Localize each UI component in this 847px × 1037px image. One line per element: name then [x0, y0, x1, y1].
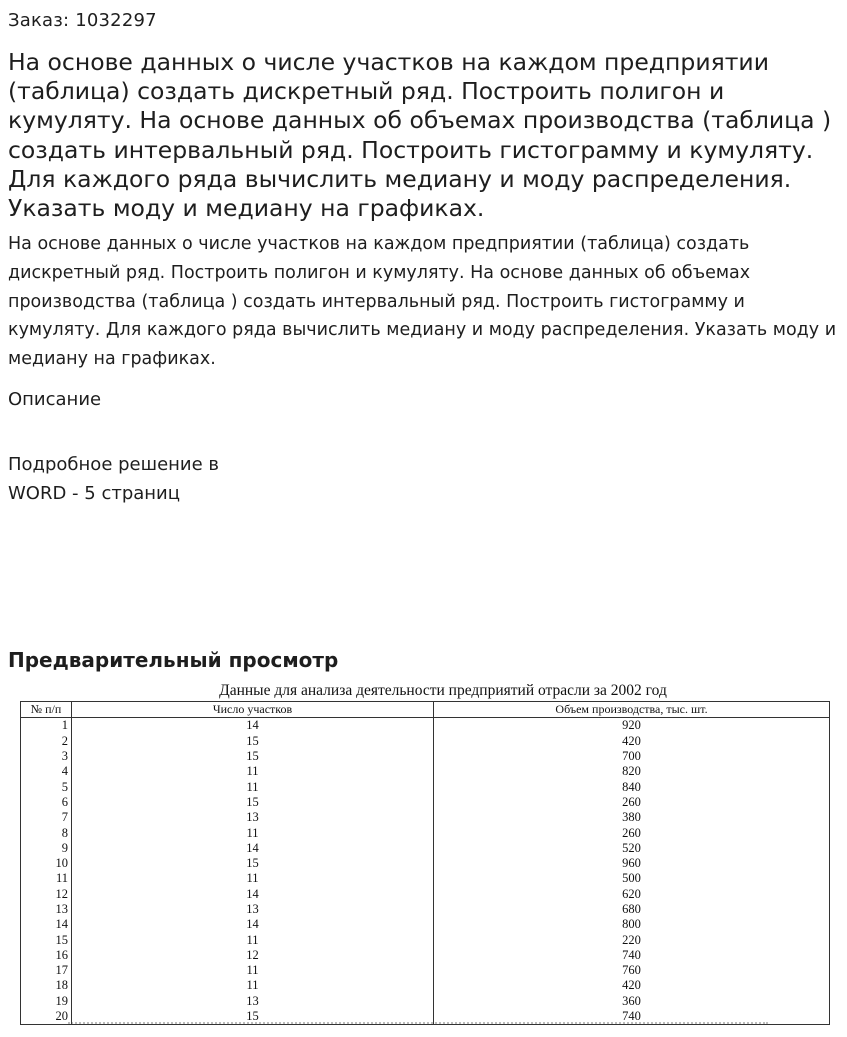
table-row [21, 932, 830, 947]
enterprise-data-table [20, 701, 830, 1025]
cell-number: 5 [21, 779, 72, 794]
task-heading: На основе данных о числе участков на каждом предприятии (таблица) создать дискретный ряд. Построить полигон и кумуляту. На основе данных об объемах производства (таблица ) создать интервальный ряд. Построить гистограмму и кумуляту. Для каждого ряда вычислить медиану и моду распределения. Указать моду и медиану на графиках. [8, 48, 832, 223]
cell-number: 2 [21, 734, 72, 749]
cell-volume: 220 [434, 932, 830, 947]
cell-sections: 14 [72, 718, 434, 734]
cell-volume: 800 [434, 917, 830, 932]
table-row [21, 963, 830, 978]
cell-volume: 620 [434, 887, 830, 902]
table-row [21, 994, 830, 1009]
cell-number: 20 [21, 1009, 72, 1025]
cell-sections: 15 [72, 749, 434, 764]
cell-volume: 820 [434, 764, 830, 779]
cell-number: 3 [21, 749, 72, 764]
cell-volume: 760 [434, 963, 830, 978]
cell-sections: 15 [72, 1009, 434, 1025]
cell-volume: 680 [434, 902, 830, 917]
cell-volume: 700 [434, 749, 830, 764]
cell-sections: 11 [72, 825, 434, 840]
cell-number: 17 [21, 963, 72, 978]
order-number: Заказ: 1032297 [8, 10, 157, 31]
cell-number: 7 [21, 810, 72, 825]
cell-volume: 360 [434, 994, 830, 1009]
cell-sections: 11 [72, 932, 434, 947]
table-row [21, 917, 830, 932]
cell-number: 9 [21, 841, 72, 856]
cell-number: 18 [21, 978, 72, 993]
table-row [21, 764, 830, 779]
cell-number: 8 [21, 825, 72, 840]
table-body [21, 718, 830, 1025]
task-description: На основе данных о числе участков на каждом предприятии (таблица) создать дискретный ряд. Построить полигон и кумуляту. На основе данных об объемах производства (таблица ) создать интервальный ряд. Построить гистограмму и кумуляту. Для каждого ряда вычислить медиану и моду распределения. Указать моду и медиану на графиках. [8, 234, 837, 370]
cell-volume: 420 [434, 734, 830, 749]
cell-volume: 260 [434, 825, 830, 840]
preview-image [8, 680, 838, 1037]
cell-sections: 11 [72, 963, 434, 978]
table-row [21, 810, 830, 825]
cell-number: 6 [21, 795, 72, 810]
column-header-volume: Объем производства, тыс. шт. [434, 702, 830, 718]
column-header-number: № п/п [21, 702, 72, 718]
table-row [21, 887, 830, 902]
cell-sections: 13 [72, 902, 434, 917]
cell-volume: 840 [434, 779, 830, 794]
preview-caption: Данные для анализа деятельности предприятий отрасли за 2002 год [219, 682, 667, 699]
table-row [21, 749, 830, 764]
cell-volume: 260 [434, 795, 830, 810]
cell-number: 12 [21, 887, 72, 902]
cell-number: 16 [21, 948, 72, 963]
cell-number: 1 [21, 718, 72, 734]
table-row [21, 902, 830, 917]
table-row [21, 795, 830, 810]
cell-number: 4 [21, 764, 72, 779]
cell-sections: 15 [72, 795, 434, 810]
cell-volume: 380 [434, 810, 830, 825]
cell-number: 11 [21, 871, 72, 886]
cell-sections: 13 [72, 810, 434, 825]
cell-sections: 11 [72, 871, 434, 886]
description-detail [8, 450, 219, 508]
cell-sections: 14 [72, 917, 434, 932]
cell-number: 10 [21, 856, 72, 871]
column-header-sections: Число участков [72, 702, 434, 718]
table-row [21, 871, 830, 886]
table-row [21, 779, 830, 794]
preview-cutoff-text [68, 1022, 768, 1030]
table-row [21, 825, 830, 840]
cell-sections: 15 [72, 734, 434, 749]
cell-volume: 740 [434, 1009, 830, 1025]
table-row [21, 718, 830, 734]
cell-sections: 11 [72, 978, 434, 993]
cell-sections: 14 [72, 887, 434, 902]
cell-volume: 960 [434, 856, 830, 871]
cell-sections: 12 [72, 948, 434, 963]
table-row [21, 978, 830, 993]
table-row [21, 948, 830, 963]
cell-sections: 13 [72, 994, 434, 1009]
cell-volume: 740 [434, 948, 830, 963]
cell-volume: 500 [434, 871, 830, 886]
table-row [21, 734, 830, 749]
cell-sections: 11 [72, 779, 434, 794]
description-line-2: WORD - 5 страниц [8, 483, 181, 504]
table-row [21, 841, 830, 856]
cell-sections: 14 [72, 841, 434, 856]
cell-sections: 15 [72, 856, 434, 871]
description-label: Описание [8, 389, 102, 410]
cell-number: 19 [21, 994, 72, 1009]
preview-title: Предварительный просмотр [8, 648, 339, 672]
cell-number: 13 [21, 902, 72, 917]
cell-number: 14 [21, 917, 72, 932]
cell-number: 15 [21, 932, 72, 947]
table-header-row [21, 702, 830, 718]
table-row [21, 856, 830, 871]
cell-volume: 520 [434, 841, 830, 856]
cell-volume: 920 [434, 718, 830, 734]
cell-sections: 11 [72, 764, 434, 779]
description-line-1: Подробное решение в [8, 454, 220, 475]
cell-volume: 420 [434, 978, 830, 993]
